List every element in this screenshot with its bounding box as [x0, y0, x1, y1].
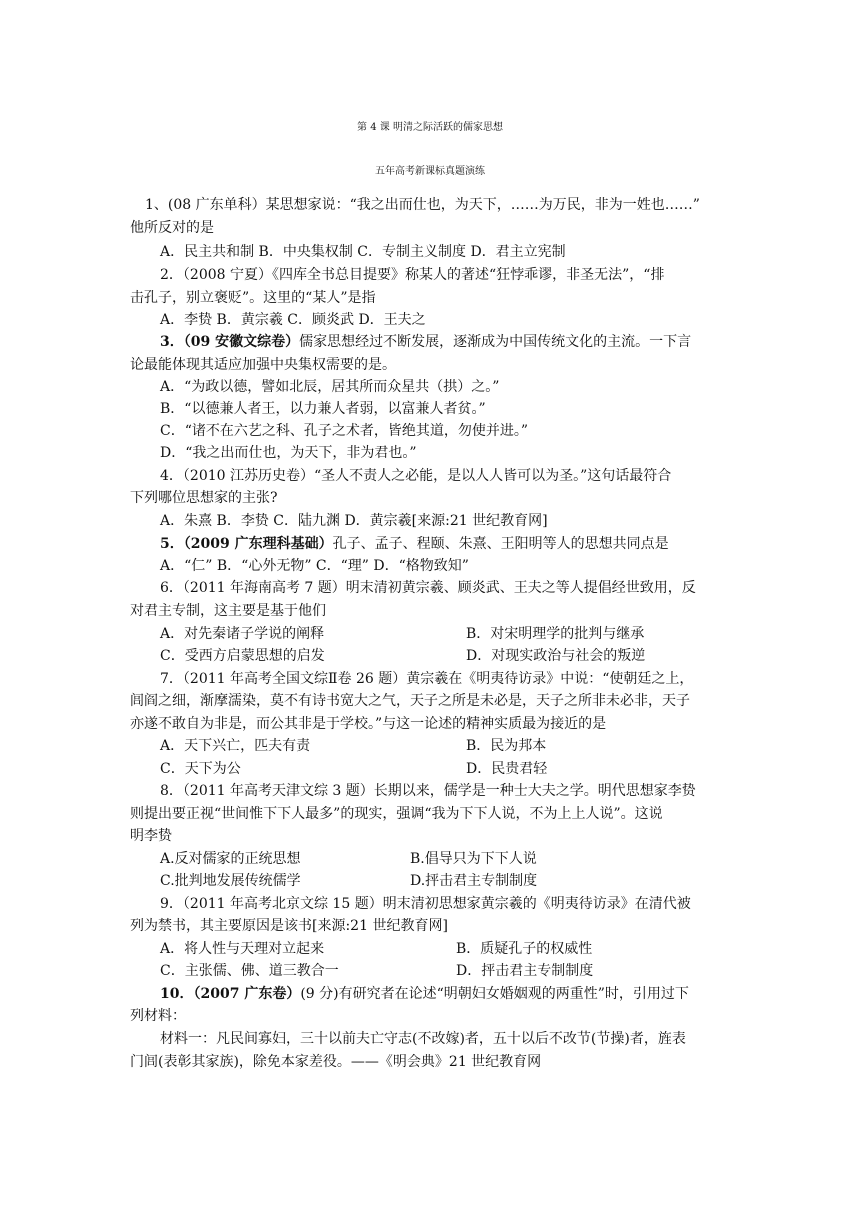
question-7-stem-cont-2: 亦遂不敢自为非是，而公其非是于学校。”与这一论述的精神实质最为接近的是 [130, 716, 607, 732]
question-10-stem-cont: 列材料： [130, 1008, 186, 1024]
question-6-option-b: B．对宋明理学的批判与继承 [466, 626, 645, 642]
question-8-option-c: C.批判地发展传统儒学 [160, 873, 301, 889]
question-8-stem-cont-1: 则提出要正视“世间惟下下人最多”的现实，强调“我为下下人说，不为上上人说”。这说 [130, 806, 663, 822]
material-1-line-2: 门闾(表彰其家族)，除免本家差役。——《明会典》21 世纪教育网 [130, 1054, 542, 1070]
question-9-option-b: B．质疑孔子的权威性 [456, 941, 593, 957]
question-7-stem: 7．（2011 年高考全国文综Ⅱ卷 26 题）黄宗羲在《明夷待访录》中说：“使朝廷之上， [160, 671, 694, 687]
question-7-option-a: A．天下兴亡，匹夫有责 [160, 738, 311, 754]
question-1-stem-cont: 他所反对的是 [130, 220, 214, 236]
question-2-stem: 2．（2008 宁夏）《四库全书总目提要》称某人的著述“狂悖乖谬，非圣无法”，“排 [160, 267, 665, 283]
material-1-line-1: 材料一：凡民间寡妇，三十以前夫亡守志(不改嫁)者，五十以后不改节(节操)者，旌表 [160, 1031, 686, 1047]
question-1-stem: 1、(08 广东单科）某思想家说：“我之出而仕也，为天下，……为万民，非为一姓也……” [145, 197, 700, 213]
question-4-options: A．朱熹 B．李贽 C．陆九渊 D．黄宗羲[来源:21 世纪教育网] [160, 513, 548, 529]
question-8-option-d: D.抨击君主专制制度 [410, 873, 538, 889]
question-5-stem [160, 534, 669, 554]
question-6-option-c: C．受西方启蒙思想的启发 [160, 648, 325, 664]
question-4-stem: 4．（2010 江苏历史卷）“圣人不责人之必能，是以人人皆可以为圣。”这句话最符合 [160, 468, 672, 484]
question-10-text: (9 分)有研究者在论述“明朝妇女婚姻观的两重性”时，引用过下 [300, 986, 689, 1002]
question-8-stem-cont-2: 明李贽 [130, 828, 172, 844]
question-5-source: 5．（2009 广东理科基础） [160, 536, 333, 552]
question-3-option-c: C．“诸不在六艺之科、孔子之术者，皆绝其道，勿使并进。” [160, 423, 529, 439]
question-1-options: A．民主共和制 B．中央集权制 C．专制主义制度 D．君主立宪制 [160, 244, 566, 260]
page-title: 第 4 课 明清之际活跃的儒家思想 [357, 122, 503, 133]
question-9-option-d: D．抨击君主专制制度 [456, 963, 594, 979]
question-3-option-a: A．“为政以德，譬如北辰，居其所而众星共（拱）之。” [160, 379, 500, 395]
question-3-stem [160, 332, 691, 352]
question-3-stem-cont: 论最能体现其适应加强中央集权需要的是。 [130, 357, 396, 373]
question-2-stem-cont: 击孔子，别立褒贬”。这里的“某人”是指 [130, 290, 376, 306]
question-6-stem-cont: 对君主专制，这主要是基于他们 [130, 603, 326, 619]
question-9-stem: 9．（2011 年高考北京文综 15 题）明末清初思想家黄宗羲的《明夷待访录》在清代被 [160, 896, 691, 912]
question-7-option-c: C．天下为公 [160, 761, 241, 777]
question-9-stem-cont: 列为禁书，其主要原因是该书[来源:21 世纪教育网] [130, 918, 448, 934]
question-7-option-d: D．民贵君轻 [466, 761, 548, 777]
question-8-option-a: A.反对儒家的正统思想 [160, 851, 301, 867]
question-5-text: 孔子、孟子、程颐、朱熹、王阳明等人的思想共同点是 [332, 536, 669, 552]
question-10-source: 10．（2007 广东卷） [160, 986, 301, 1002]
question-9-option-a: A．将人性与天理对立起来 [160, 941, 325, 957]
question-3-source: 3．（09 安徽文综卷） [160, 334, 300, 350]
question-3-option-b: B．“以德兼人者王，以力兼人者弱，以富兼人者贫。” [160, 401, 486, 417]
question-3-text: 儒家思想经过不断发展，逐渐成为中国传统文化的主流。一下言 [299, 334, 692, 350]
question-5-options: A．“仁” B．“心外无物” C．“理” D．“格物致知” [160, 558, 469, 574]
page-subtitle: 五年高考新课标真题演练 [375, 166, 485, 177]
question-10-stem [160, 984, 689, 1004]
question-2-options: A．李贽 B．黄宗羲 C．顾炎武 D．王夫之 [160, 312, 426, 328]
question-6-option-a: A．对先秦诸子学说的阐释 [160, 626, 325, 642]
question-8-stem: 8．（2011 年高考天津文综 3 题）长期以来，儒学是一种士大夫之学。明代思想家李贽 [160, 783, 696, 799]
question-7-option-b: B．民为邦本 [466, 738, 547, 754]
question-9-option-c: C．主张儒、佛、道三教合一 [160, 963, 339, 979]
question-8-option-b: B.倡导只为下下人说 [410, 851, 537, 867]
question-6-stem: 6．（2011 年海南高考 7 题）明末清初黄宗羲、顾炎武、王夫之等人提倡经世致用，反 [160, 580, 696, 596]
question-6-option-d: D．对现实政治与社会的叛逆 [466, 648, 646, 664]
question-3-option-d: D．“我之出而仕也，为天下，非为君也。” [160, 445, 417, 461]
question-4-stem-cont: 下列哪位思想家的主张? [130, 490, 278, 506]
question-7-stem-cont-1: 闾阎之细，渐摩濡染，莫不有诗书宽大之气，天子之所是未必是，天子之所非未必非，天子 [130, 693, 690, 709]
